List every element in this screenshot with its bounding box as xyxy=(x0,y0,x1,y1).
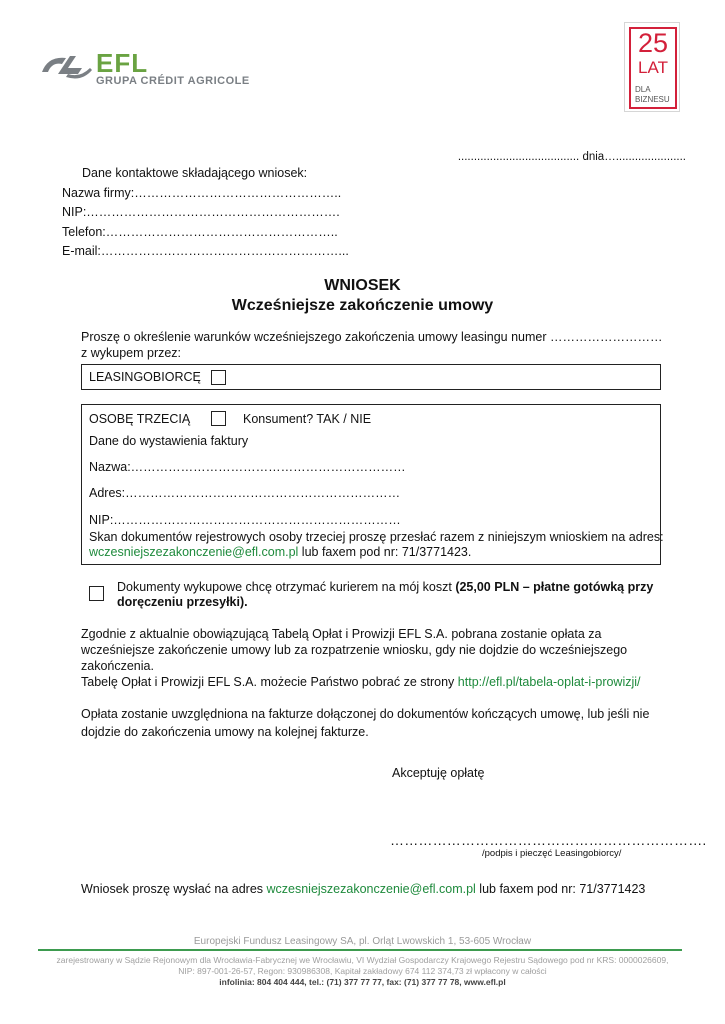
title-line1: WNIOSEK xyxy=(324,277,401,294)
footer-registration xyxy=(0,955,725,977)
anniversary-badge xyxy=(624,22,680,112)
logo-group: GRUPA CRÉDIT AGRICOLE xyxy=(96,75,250,87)
footer-divider xyxy=(38,949,682,951)
request-paragraph xyxy=(81,329,686,361)
scan-email-link[interactable]: wczesniejszezakonczenie@efl.com.pl xyxy=(89,545,299,559)
invoice-note xyxy=(81,705,686,741)
signature-caption: /podpis i pieczęć Leasingobiorcy/ xyxy=(482,848,622,859)
fee-line1: Zgodnie z aktualnie obowiązującą Tabelą Opłat i Prowizji EFL S.A. pobrana zostanie opłata za xyxy=(81,627,602,641)
footer-company: Europejski Fundusz Leasingowy SA, pl. Orląt Lwowskich 1, 53-605 Wrocław xyxy=(193,936,532,947)
courier-bold1: (25,00 PLN – płatne gotówką przy xyxy=(455,580,654,594)
request-line2: z wykupem przez: xyxy=(81,346,182,360)
invoice-name-field[interactable]: Nazwa:………………………………………………………… xyxy=(89,460,406,474)
accept-label: Akceptuję opłatę xyxy=(392,766,485,780)
company-field[interactable]: Nazwa firmy:………………………………………….. xyxy=(62,185,342,200)
invoice-note-line2: dojdzie do zakończenia umowy na kolejnej fakturze. xyxy=(81,725,369,739)
send-email-link[interactable]: wczesniejszezakonczenie@efl.com.pl xyxy=(266,882,476,896)
send-text: Wniosek proszę wysłać na adres xyxy=(81,882,267,896)
nip-field[interactable]: NIP:……………………………………………………. xyxy=(62,205,340,219)
courier-text xyxy=(117,580,653,610)
invoice-note-line1: Opłata zostanie uwzględniona na fakturze dołączonej do dokumentów kończących umowę, lub jeśli nie xyxy=(81,707,650,721)
third-party-box xyxy=(81,404,664,565)
fee-line3: zakończenia. xyxy=(81,659,154,673)
third-party-label: OSOBĘ TRZECIĄ xyxy=(89,412,191,426)
contact-heading: Dane kontaktowe składającego wniosek: xyxy=(82,166,308,180)
request-line1: Proszę o określenie warunków wcześniejszego zakończenia umowy leasingu numer ……………………… xyxy=(81,330,663,344)
title-line2: Wcześniejsze zakończenie umowy xyxy=(231,297,494,314)
efl-logo xyxy=(38,50,270,96)
invoice-address-field[interactable]: Adres:………………………………………………………… xyxy=(89,486,401,500)
signature-field[interactable]: …………………………………………………………. xyxy=(390,832,707,848)
credit-agricole-logo-icon xyxy=(38,50,94,80)
fee-line2: wcześniejsze zakończenie umowy lub za rozpatrzenie wniosku, gdy nie dojdzie do wcześniejszego xyxy=(81,643,628,657)
footer-registration-line2: NIP: 897-001-26-57, Regon: 930986308, Kapitał zakładowy 674 112 374,73 zł wpłacony w całości xyxy=(178,966,547,976)
badge-word: LAT xyxy=(638,58,668,77)
email-field[interactable]: E-mail:…………………………………………………... xyxy=(62,244,349,258)
phone-field[interactable]: Telefon:……………………………………………….. xyxy=(62,224,338,239)
footer-registration-line1: zarejestrowany w Sądzie Rejonowym dla Wrocławia-Fabrycznej we Wrocławiu, VI Wydział Gospodarczy Krajowego Rejestru Sądowego pod nr KRS: 0000026609, xyxy=(56,955,669,965)
send-instruction xyxy=(81,882,645,896)
contact-section xyxy=(62,164,349,262)
fee-table-link[interactable]: http://efl.pl/tabela-oplat-i-prowizji/ xyxy=(457,675,641,689)
courier-plain: Dokumenty wykupowe chcę otrzymać kurierem na mój koszt xyxy=(117,580,456,594)
badge-number: 25 xyxy=(637,28,669,58)
logo-brand: EFL xyxy=(96,48,149,78)
fee-paragraph xyxy=(81,626,686,690)
courier-checkbox[interactable] xyxy=(89,586,104,601)
send-fax: lub faxem pod nr: 71/3771423 xyxy=(475,882,646,896)
fee-line4: Tabelę Opłat i Prowizji EFL S.A. możecie Państwo pobrać ze strony xyxy=(81,675,458,689)
scan-contact xyxy=(89,545,471,559)
invoice-heading: Dane do wystawienia faktury xyxy=(89,434,249,448)
lessee-label: LEASINGOBIORCĘ xyxy=(89,370,201,384)
date-field[interactable]: ...................................... dnia…...................... xyxy=(457,151,686,163)
scan-fax: lub faxem pod nr: 71/3771423. xyxy=(298,545,472,559)
lessee-option-box xyxy=(81,364,661,390)
scan-instruction: Skan dokumentów rejestrowych osoby trzeciej proszę przesłać razem z niniejszym wnioskiem na adres: xyxy=(89,530,664,544)
consumer-question[interactable]: Konsument? TAK / NIE xyxy=(243,412,372,426)
lessee-checkbox[interactable] xyxy=(211,370,226,385)
invoice-nip-field[interactable]: NIP:…………………………………………………………… xyxy=(89,513,401,527)
badge-line2: BIZNESU xyxy=(635,95,670,104)
badge-line1: DLA xyxy=(635,85,651,94)
third-party-checkbox[interactable] xyxy=(211,411,226,426)
footer-contact: infolinia: 804 404 444, tel.: (71) 377 77 77, fax: (71) 377 77 78, www.efl.pl xyxy=(219,977,506,987)
courier-bold2: doręczeniu przesyłki). xyxy=(117,595,248,609)
document-title xyxy=(0,276,725,316)
